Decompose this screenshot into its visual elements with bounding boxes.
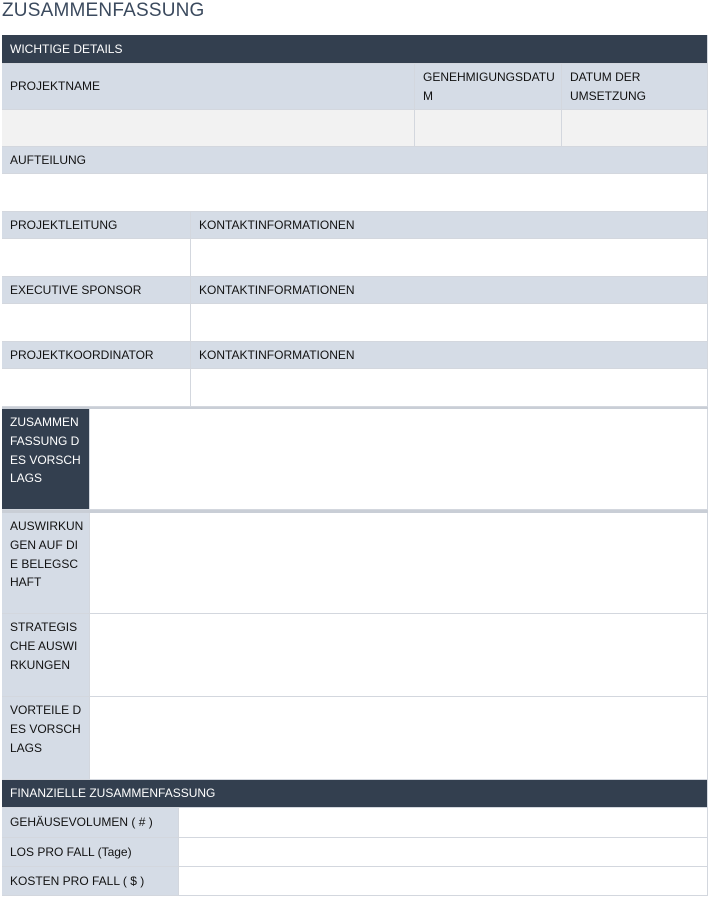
project-lead-label: PROJEKTLEITUNG [2, 212, 191, 239]
proposal-summary-label: ZUSAMMENFASSUNG DES VORSCHLAGS [2, 409, 90, 510]
implementation-date-label: DATUM DER UMSETZUNG [562, 64, 708, 110]
lot-per-case-label: LOS PRO FALL (Tage) [2, 838, 179, 867]
lot-per-case-field[interactable] [179, 838, 708, 867]
project-coordinator-label: PROJEKTKOORDINATOR [2, 342, 191, 369]
page-title: ZUSAMMENFASSUNG [2, 0, 205, 21]
financial-summary-header: FINANZIELLE ZUSAMMENFASSUNG [2, 780, 708, 808]
proposal-benefits-label: VORTEILE DES VORSCHLAGS [2, 697, 90, 780]
project-coordinator-contact-label: KONTAKTINFORMATIONEN [191, 342, 708, 369]
project-coordinator-field[interactable] [2, 369, 191, 407]
approval-date-label: GENEHMIGUNGSDATUM [415, 64, 562, 110]
workforce-impact-label: AUSWIRKUNGEN AUF DIE BELEGSCHAFT [2, 513, 90, 614]
proposal-benefits-field[interactable] [90, 697, 708, 780]
executive-sponsor-label: EXECUTIVE SPONSOR [2, 277, 191, 304]
workforce-impact-field[interactable] [90, 513, 708, 614]
cost-per-case-label: KOSTEN PRO FALL ( $ ) [2, 867, 179, 896]
project-lead-contact-field[interactable] [191, 239, 708, 277]
case-volume-field[interactable] [179, 808, 708, 838]
project-coordinator-contact-field[interactable] [191, 369, 708, 407]
project-lead-contact-label: KONTAKTINFORMATIONEN [191, 212, 708, 239]
division-label: AUFTEILUNG [2, 147, 708, 174]
executive-sponsor-contact-field[interactable] [191, 304, 708, 342]
executive-sponsor-contact-label: KONTAKTINFORMATIONEN [191, 277, 708, 304]
proposal-summary-field[interactable] [90, 409, 708, 510]
cost-per-case-field[interactable] [179, 867, 708, 896]
project-name-field[interactable] [2, 110, 415, 147]
project-lead-field[interactable] [2, 239, 191, 277]
case-volume-label: GEHÄUSEVOLUMEN ( # ) [2, 808, 179, 838]
project-name-label: PROJEKTNAME [2, 64, 415, 110]
strategic-impact-field[interactable] [90, 614, 708, 697]
key-details-header: WICHTIGE DETAILS [2, 35, 708, 64]
approval-date-field[interactable] [415, 110, 562, 147]
division-field[interactable] [2, 174, 708, 212]
implementation-date-field[interactable] [562, 110, 708, 147]
executive-sponsor-field[interactable] [2, 304, 191, 342]
strategic-impact-label: STRATEGISCHE AUSWIRKUNGEN [2, 614, 90, 697]
